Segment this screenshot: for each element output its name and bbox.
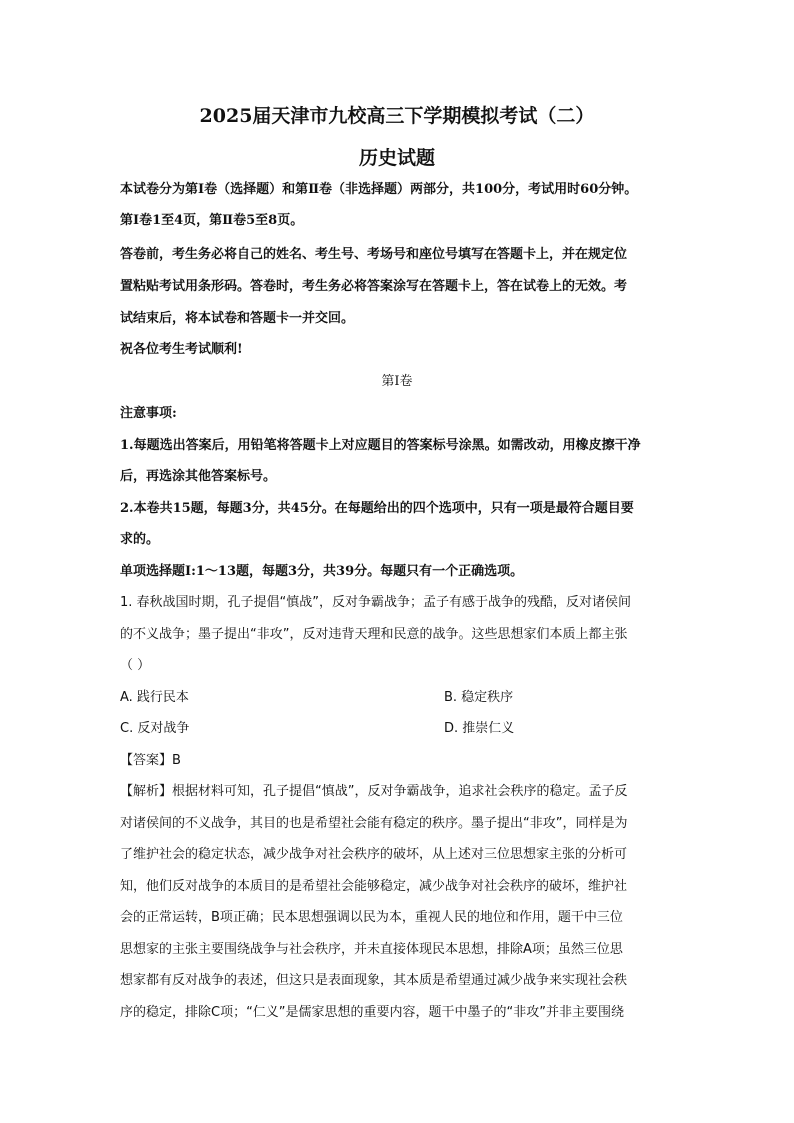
analysis-line-7: 想家都有反对战争的表述，但这只是表面现象，其本质是希望通过减少战争来实现社会秩 <box>120 973 628 988</box>
intro-line-1: 本试卷分为第Ⅰ卷（选择题）和第Ⅱ卷（非选择题）两部分，共100分，考试用时60分钟。 <box>120 182 638 197</box>
option-d: D. 推崇仁义 <box>444 721 515 736</box>
intro-line-6: 祝各位考生考试顺利! <box>120 342 243 357</box>
option-b: B. 稳定秩序 <box>444 690 514 705</box>
option-a: A. 践行民本 <box>120 690 189 705</box>
analysis-line-3: 了维护社会的稳定状态，减少战争对社会秩序的破坏，从上述对三位思想家主张的分析可 <box>120 847 628 862</box>
analysis-line-2: 对诸侯间的不义战争，其目的也是希望社会能有稳定的秩序。墨子提出“非攻”，同样是为 <box>120 816 628 831</box>
question-1-stem-line-2: 的不义战争；墨子提出“非攻”，反对违背天理和民意的战争。这些思想家们本质上都主张 <box>120 627 628 642</box>
analysis-label: 【解析】 <box>120 784 173 799</box>
exam-subject: 历史试题 <box>358 147 435 169</box>
notice-line-4: 求的。 <box>120 532 160 547</box>
answer-line: 【答案】B <box>120 753 181 768</box>
intro-line-3: 答卷前，考生务必将自己的姓名、考生号、考场号和座位号填写在答题卡上，并在规定位 <box>120 247 628 262</box>
analysis-text-1: 根据材料可知，孔子提倡“慎战”，反对争霸战争，追求社会秩序的稳定。孟子反 <box>172 784 628 799</box>
question-1-stem-line-3: （ ） <box>120 658 151 673</box>
notice-line-3: 2.本卷共15题，每题3分，共45分。在每题给出的四个选项中，只有一项是最符合题目要 <box>120 501 634 516</box>
analysis-line-1 <box>120 783 676 801</box>
analysis-line-6: 思想家的主张主要围绕战争与社会秩序，并未直接体现民本思想，排除A项；虽然三位思 <box>120 942 623 957</box>
exam-title: 2025届天津市九校高三下学期模拟考试（二） <box>199 105 595 127</box>
notice-label: 注意事项: <box>120 406 177 421</box>
intro-line-4: 置粘贴考试用条形码。答卷时，考生务必将答案涂写在答题卡上，答在试卷上的无效。考 <box>120 279 628 294</box>
notice-line-1: 1.每题选出答案后，用铅笔将答题卡上对应题目的答案标号涂黑。如需改动，用橡皮擦干净 <box>120 438 641 453</box>
analysis-line-8: 序的稳定，排除C项；“仁义”是儒家思想的重要内容，题干中墨子的“非攻”并非主要围绕 <box>120 1005 625 1020</box>
question-1-stem-line-1: 1. 春秋战国时期，孔子提倡“慎战”，反对争霸战争；孟子有感于战争的残酷，反对诸侯间 <box>120 595 632 610</box>
analysis-line-4: 知，他们反对战争的本质目的是希望社会能够稳定，减少战争对社会秩序的破坏，维护社 <box>120 879 628 894</box>
analysis-line-5: 会的正常运转，B项正确；民本思想强调以民为本，重视人民的地位和作用，题干中三位 <box>120 910 623 925</box>
intro-line-5: 试结束后，将本试卷和答题卡一并交回。 <box>120 311 355 326</box>
section-heading: 第Ⅰ卷 <box>381 374 413 389</box>
notice-line-2: 后，再选涂其他答案标号。 <box>120 469 277 484</box>
part-heading: 单项选择题Ⅰ:1～13题，每题3分，共39分。每题只有一个正确选项。 <box>120 564 524 579</box>
option-c: C. 反对战争 <box>120 721 190 736</box>
intro-line-2: 第Ⅰ卷1至4页，第Ⅱ卷5至8页。 <box>120 213 304 228</box>
